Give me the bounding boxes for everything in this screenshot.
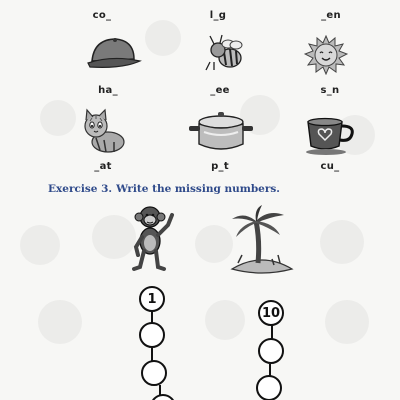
cap-icon <box>82 33 142 73</box>
word-cup: cu_ <box>320 161 340 172</box>
hen-icon <box>300 0 360 8</box>
background-ornament <box>320 220 364 264</box>
word-cow: co_ <box>92 10 112 21</box>
chain-link <box>271 325 273 339</box>
word-pot: p_t <box>211 161 229 172</box>
cow-icon <box>70 0 140 10</box>
sun-icon <box>304 35 348 75</box>
bee-icon <box>200 32 248 74</box>
monkey-icon <box>130 203 180 275</box>
word-hen: _en <box>321 10 341 21</box>
background-ornament <box>325 300 369 344</box>
number-circle-start: 1 <box>139 286 165 312</box>
number-circle-blank[interactable] <box>258 338 284 364</box>
background-ornament <box>38 300 82 344</box>
exercise-instruction: Write the missing numbers. <box>116 183 280 195</box>
number-circle-blank[interactable] <box>150 394 176 400</box>
exercise-number: Exercise 3. <box>48 183 113 195</box>
number-circle-blank[interactable] <box>256 375 282 400</box>
number-circle-start: 10 <box>258 300 284 326</box>
background-ornament <box>40 100 76 136</box>
word-leg: l_g <box>209 10 227 21</box>
background-ornament <box>145 20 181 56</box>
word-hat: ha_ <box>98 85 118 96</box>
leg-icon <box>195 0 245 8</box>
word-sun: s_n <box>320 85 340 96</box>
cup-icon <box>302 112 358 156</box>
cat-icon <box>80 108 128 156</box>
background-ornament <box>205 300 245 340</box>
number-circle-blank[interactable] <box>141 360 167 386</box>
palm-island-icon <box>228 205 296 277</box>
word-bee: _ee <box>210 85 230 96</box>
exercise-3-heading <box>48 183 280 195</box>
background-ornament <box>20 225 60 265</box>
word-cat: _at <box>94 161 112 172</box>
pot-icon <box>188 108 254 156</box>
number-circle-blank[interactable] <box>139 322 165 348</box>
